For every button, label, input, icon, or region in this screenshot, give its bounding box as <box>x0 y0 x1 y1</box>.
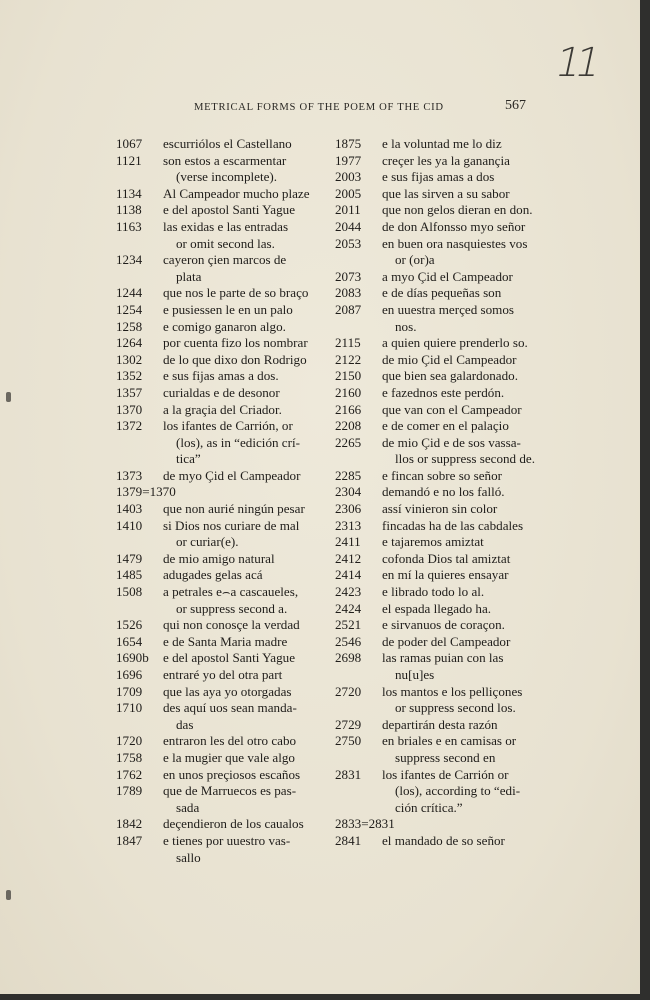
verse-number: 2150 <box>335 368 362 384</box>
verse-entry <box>116 816 326 833</box>
verse-line: llos or suppress second de. <box>395 451 536 467</box>
verse-entry <box>116 518 326 551</box>
verse-entry <box>335 767 535 817</box>
verse-entry <box>335 186 535 203</box>
verse-line: e tienes por uuestro vas- <box>163 832 291 848</box>
scan-edge-bottom <box>0 994 650 1000</box>
handwritten-folio-number: 11 <box>551 40 600 86</box>
verse-entry <box>335 153 535 170</box>
verse-line: si Dios nos curiare de mal <box>163 517 300 533</box>
verse-number: 1762 <box>116 766 143 782</box>
verse-text <box>382 601 535 618</box>
verse-line: entraré yo del otra part <box>163 667 283 682</box>
verse-line: que de Marruecos es pas- <box>163 783 297 799</box>
verse-text <box>163 186 326 203</box>
verse-entry <box>116 567 326 584</box>
verse-line: e pusiessen le en un palo <box>163 301 293 317</box>
verse-text <box>163 518 326 551</box>
verse-entry <box>116 302 326 319</box>
verse-entry <box>335 368 535 385</box>
verse-text <box>382 368 535 385</box>
verse-line: que van con el Campeador <box>382 401 522 417</box>
verse-line: de lo que dixo don Rodrigo <box>163 351 307 367</box>
verse-text <box>382 219 535 236</box>
verse-text <box>382 551 535 568</box>
verse-line: (los), as in “edición crí- <box>176 434 300 450</box>
verse-text <box>382 402 535 419</box>
verse-line: fincadas ha de las cabdales <box>382 517 524 533</box>
verse-line: e sus fijas amas a dos <box>382 169 495 185</box>
scan-edge <box>640 0 650 1000</box>
verse-entry <box>335 136 535 153</box>
verse-line: or curiar(e). <box>176 534 239 550</box>
verse-line: deçendieron de los caualos <box>163 816 304 832</box>
verse-text <box>382 136 535 153</box>
verse-line: e comigo ganaron algo. <box>163 318 286 334</box>
verse-number: 1067 <box>116 136 143 151</box>
verse-entry <box>335 335 535 352</box>
verse-text <box>163 733 326 750</box>
verse-text <box>163 501 326 518</box>
verse-number: 1134 <box>116 185 142 201</box>
verse-text <box>382 352 535 369</box>
verse-text <box>382 302 535 335</box>
verse-number: 2160 <box>335 384 362 400</box>
right-column <box>335 136 535 850</box>
verse-line: e del apostol Santi Yague <box>163 650 296 666</box>
verse-text <box>163 335 326 352</box>
verse-number: 1654 <box>116 633 143 649</box>
verse-entry <box>335 302 535 335</box>
verse-entry <box>335 601 535 618</box>
verse-number: 2011 <box>335 202 361 218</box>
verse-number: 2841 <box>335 832 362 848</box>
verse-number: 2313 <box>335 517 362 533</box>
verse-number: 1372 <box>116 418 143 434</box>
verse-line: el mandado de so señor <box>382 832 505 848</box>
verse-text <box>382 501 535 518</box>
verse-text <box>382 169 535 186</box>
verse-line: e sirvanuos de coraçon. <box>382 617 505 633</box>
verse-number: 2831 <box>335 766 362 782</box>
verse-text <box>382 202 535 219</box>
verse-text <box>163 567 326 584</box>
verse-number: 1373 <box>116 467 143 483</box>
verse-entry <box>335 169 535 186</box>
verse-number: 2423 <box>335 584 362 600</box>
verse-entry <box>116 650 326 667</box>
verse-line: e sus fijas amas a dos. <box>163 368 279 384</box>
verse-line: sada <box>176 799 200 815</box>
verse-number: 2546 <box>335 633 362 649</box>
verse-line: en buen ora nasquiestes vos <box>382 235 528 251</box>
verse-entry <box>335 202 535 219</box>
verse-line: creçer les ya la ganançia <box>382 152 510 168</box>
verse-number: 1842 <box>116 816 143 832</box>
verse-number: 2285 <box>335 467 362 483</box>
page-number: 567 <box>505 98 526 113</box>
verse-text <box>163 153 326 186</box>
verse-line: tica” <box>176 451 201 467</box>
verse-line: or suppress second los. <box>395 700 516 716</box>
verse-line: demandó e no los falló. <box>382 484 505 500</box>
verse-number: 1479 <box>116 550 143 566</box>
verse-line: son estos a escarmentar <box>163 152 287 168</box>
verse-number: 2044 <box>335 218 362 234</box>
verse-text <box>382 385 535 402</box>
verse-line: assí vinieron sin color <box>382 501 498 517</box>
verse-text <box>382 767 535 817</box>
verse-line: ción crítica.” <box>395 799 463 815</box>
verse-entry <box>116 733 326 750</box>
verse-number: 1121 <box>116 152 142 168</box>
verse-entry <box>335 385 535 402</box>
verse-number: 1789 <box>116 783 143 799</box>
verse-number: 2521 <box>335 617 362 633</box>
verse-line: e de comer en el palaçio <box>382 418 509 434</box>
verse-text <box>163 136 326 153</box>
verse-entry <box>335 567 535 584</box>
verse-text <box>163 202 326 219</box>
verse-number: 1403 <box>116 501 143 517</box>
verse-number: 2304 <box>335 484 362 500</box>
verse-number: 2265 <box>335 434 362 450</box>
verse-number: 2414 <box>335 567 362 583</box>
verse-entry <box>116 501 326 518</box>
verse-line: curialdas e de desonor <box>163 384 280 400</box>
verse-number: 2053 <box>335 235 362 251</box>
verse-entry <box>116 767 326 784</box>
verse-line: a petrales e⌢a cascaueles, <box>163 584 299 600</box>
verse-line: e del apostol Santi Yague <box>163 202 296 218</box>
verse-text <box>382 617 535 634</box>
verse-number: 1264 <box>116 335 143 351</box>
verse-number: 1254 <box>116 301 143 317</box>
verse-line: en uuestra merçed somos <box>382 301 514 317</box>
verse-entry <box>116 833 326 866</box>
verse-number: 1508 <box>116 584 143 600</box>
verse-entry <box>116 352 326 369</box>
verse-text <box>163 468 326 485</box>
verse-text <box>163 385 326 402</box>
verse-number: 1485 <box>116 567 143 583</box>
verse-entry <box>335 551 535 568</box>
verse-number: 2073 <box>335 268 362 284</box>
verse-entry <box>335 584 535 601</box>
verse-entry <box>116 684 326 701</box>
verse-text <box>163 783 326 816</box>
verse-text <box>382 567 535 584</box>
verse-line: e la voluntad me lo diz <box>382 136 502 151</box>
verse-entry <box>335 468 535 485</box>
verse-number: 1370 <box>116 401 143 417</box>
verse-number: 1709 <box>116 683 143 699</box>
verse-number: 2115 <box>335 335 361 351</box>
verse-text <box>382 285 535 302</box>
verse-line: sallo <box>176 849 201 865</box>
verse-line: e la mugier que vale algo <box>163 749 295 765</box>
verse-line: e de Santa Maria madre <box>163 633 288 649</box>
verse-number: 2411 <box>335 534 361 550</box>
verse-text <box>163 667 326 684</box>
verse-entry <box>335 684 535 717</box>
verse-text <box>382 534 535 551</box>
verse-entry <box>335 435 535 468</box>
verse-text <box>163 319 326 336</box>
verse-line: el espada llegado ha. <box>382 600 492 616</box>
verse-entry <box>335 269 535 286</box>
verse-entry <box>116 186 326 203</box>
verse-entry <box>116 634 326 651</box>
verse-number: 1696 <box>116 667 143 682</box>
verse-text <box>382 717 535 734</box>
verse-line: a quien quiere prenderlo so. <box>382 335 528 351</box>
verse-entry <box>335 518 535 535</box>
verse-entry <box>116 484 326 501</box>
verse-line: que las sirven a su sabor <box>382 185 510 201</box>
verse-line: los mantos e los pelliçones <box>382 683 523 699</box>
verse-number: 1875 <box>335 136 362 151</box>
verse-line: qui non conosçe la verdad <box>163 617 300 633</box>
verse-text <box>163 285 326 302</box>
left-column <box>116 136 326 866</box>
verse-number: 1302 <box>116 351 143 367</box>
verse-number: 1977 <box>335 152 362 168</box>
verse-entry <box>335 634 535 651</box>
verse-line: que bien sea galardonado. <box>382 368 518 384</box>
verse-number: 2122 <box>335 351 362 367</box>
verse-number: 1352 <box>116 368 143 384</box>
verse-number: 2412 <box>335 550 362 566</box>
verse-entry <box>335 733 535 766</box>
margin-stain <box>6 890 11 900</box>
verse-line: das <box>176 716 194 732</box>
verse-entry <box>116 468 326 485</box>
verse-entry <box>335 418 535 435</box>
verse-number: 2005 <box>335 185 362 201</box>
verse-text <box>382 269 535 286</box>
verse-number: 2720 <box>335 683 362 699</box>
verse-line: adugades gelas acá <box>163 567 263 583</box>
verse-number: 2729 <box>335 716 362 732</box>
verse-line: de mio amigo natural <box>163 550 275 566</box>
verse-number: 1163 <box>116 218 142 234</box>
verse-text <box>163 650 326 667</box>
verse-number: 2083 <box>335 285 362 301</box>
verse-number: 1234 <box>116 252 143 268</box>
verse-line: los ifantes de Carrión or <box>382 766 509 782</box>
verse-entry <box>116 136 326 153</box>
verse-line: que las aya yo otorgadas <box>163 683 292 699</box>
verse-line: que non gelos dieran en don. <box>382 202 533 218</box>
verse-text <box>163 252 326 285</box>
verse-line: los ifantes de Carrión, or <box>163 418 293 434</box>
verse-entry <box>335 650 535 683</box>
verse-entry <box>116 418 326 468</box>
verse-text <box>163 302 326 319</box>
verse-line: de don Alfonsso myo señor <box>382 218 526 234</box>
verse-line: cofonda Dios tal amiztat <box>382 550 511 566</box>
verse-text <box>382 153 535 170</box>
verse-entry <box>116 584 326 617</box>
verse-text <box>163 750 326 767</box>
verse-text <box>382 468 535 485</box>
verse-text <box>382 518 535 535</box>
verse-entry <box>116 667 326 684</box>
verse-line: a la graçia del Criador. <box>163 401 282 417</box>
verse-text <box>163 352 326 369</box>
verse-number: 1710 <box>116 700 143 716</box>
verse-line: plata <box>176 268 202 284</box>
verse-number: 1526 <box>116 617 143 633</box>
verse-entry <box>116 219 326 252</box>
verse-line: e tajaremos amiztat <box>382 534 484 550</box>
verse-text <box>163 418 326 468</box>
verse-entry <box>116 319 326 336</box>
verse-entry <box>335 833 535 850</box>
verse-line: or suppress second a. <box>176 600 288 616</box>
verse-entry <box>116 335 326 352</box>
verse-text <box>163 634 326 651</box>
verse-line: que nos le parte de so braço <box>163 285 309 301</box>
verse-line: en mí la quieres ensayar <box>382 567 509 583</box>
verse-line: de myo Çid el Campeador <box>163 467 301 483</box>
verse-number: 2750 <box>335 733 362 749</box>
verse-text <box>382 650 535 683</box>
verse-text <box>163 767 326 784</box>
verse-text <box>382 484 535 501</box>
verse-line: entraron les del otro cabo <box>163 733 297 749</box>
verse-text <box>382 634 535 651</box>
running-title: METRICAL FORMS OF THE POEM OF THE CID <box>194 102 444 113</box>
verse-entry <box>335 501 535 518</box>
verse-number: 1357 <box>116 384 143 400</box>
verse-number: 1379=1370 <box>116 484 176 500</box>
verse-text <box>163 700 326 733</box>
verse-entry <box>116 252 326 285</box>
verse-entry <box>116 750 326 767</box>
verse-text <box>382 335 535 352</box>
verse-text <box>163 551 326 568</box>
verse-line: escurriólos el Castellano <box>163 136 292 151</box>
verse-entry <box>335 484 535 501</box>
verse-text <box>163 833 326 866</box>
verse-text <box>163 816 326 833</box>
verse-line: de mio Çid e de sos vassa- <box>382 434 521 450</box>
verse-text <box>163 584 326 617</box>
verse-entry <box>335 816 535 833</box>
verse-entry <box>335 617 535 634</box>
verse-line: que non aurié ningún pesar <box>163 501 305 517</box>
verse-line: departirán desta razón <box>382 716 498 732</box>
verse-text <box>163 368 326 385</box>
verse-number: 1410 <box>116 517 143 533</box>
verse-entry <box>335 717 535 734</box>
verse-line: (verse incomplete). <box>176 169 278 185</box>
verse-number: 1847 <box>116 832 143 848</box>
verse-text <box>382 584 535 601</box>
verse-number: 1720 <box>116 733 143 749</box>
verse-line: or omit second las. <box>176 235 275 251</box>
verse-number: 2208 <box>335 418 362 434</box>
verse-number: 2166 <box>335 401 362 417</box>
verse-entry <box>116 402 326 419</box>
verse-line: or (or)a <box>395 252 435 268</box>
verse-line: nos. <box>395 318 417 334</box>
verse-text <box>382 435 535 468</box>
verse-number: 2306 <box>335 501 362 517</box>
verse-number: 2003 <box>335 169 362 185</box>
verse-number: 2698 <box>335 650 362 666</box>
verse-number: 1244 <box>116 285 143 301</box>
verse-line: (los), according to “edi- <box>395 783 521 799</box>
margin-stain <box>6 392 11 402</box>
verse-line: en briales e en camisas or <box>382 733 517 749</box>
verse-entry <box>335 352 535 369</box>
verse-line: cayeron çien marcos de <box>163 252 287 268</box>
verse-line: e librado todo lo al. <box>382 584 485 600</box>
verse-entry <box>335 534 535 551</box>
verse-entry <box>116 385 326 402</box>
verse-text <box>382 418 535 435</box>
verse-entry <box>335 219 535 236</box>
verse-entry <box>116 202 326 219</box>
verse-entry <box>116 551 326 568</box>
verse-line: de poder del Campeador <box>382 633 511 649</box>
verse-text <box>382 186 535 203</box>
verse-line: a myo Çid el Campeador <box>382 268 513 284</box>
verse-line: nu[u]es <box>395 667 435 682</box>
verse-number: 1258 <box>116 318 143 334</box>
verse-entry <box>116 783 326 816</box>
verse-entry <box>335 236 535 269</box>
verse-entry <box>116 700 326 733</box>
verse-text <box>382 733 535 766</box>
verse-line: las exidas e las entradas <box>163 218 289 234</box>
verse-line: de mio Çid el Campeador <box>382 351 517 367</box>
verse-line: las ramas puian con las <box>382 650 504 666</box>
verse-text <box>163 402 326 419</box>
verse-text <box>382 684 535 717</box>
verse-entry <box>116 617 326 634</box>
verse-line: Al Campeador mucho plaze <box>163 185 310 201</box>
verse-text <box>382 236 535 269</box>
verse-line: por cuenta fizo los nombrar <box>163 335 308 351</box>
verse-entry <box>335 285 535 302</box>
verse-text <box>163 617 326 634</box>
verse-text <box>163 219 326 252</box>
verse-line: e fincan sobre so señor <box>382 467 502 483</box>
verse-entry <box>116 368 326 385</box>
verse-line: des aquí uos sean manda- <box>163 700 297 716</box>
verse-entry <box>335 402 535 419</box>
verse-entry <box>116 285 326 302</box>
verse-line: e fazednos este perdón. <box>382 384 505 400</box>
verse-number: 1690b <box>116 650 149 666</box>
verse-number: 2087 <box>335 301 362 317</box>
verse-text <box>382 833 535 850</box>
verse-number: 2424 <box>335 600 362 616</box>
verse-number: 1758 <box>116 749 143 765</box>
verse-entry <box>116 153 326 186</box>
verse-line: en unos preçiosos escaños <box>163 766 301 782</box>
verse-line: e de días pequeñas son <box>382 285 502 301</box>
verse-number: 2833=2831 <box>335 816 395 832</box>
verse-text <box>163 684 326 701</box>
verse-number: 1138 <box>116 202 142 218</box>
verse-line: suppress second en <box>395 749 496 765</box>
